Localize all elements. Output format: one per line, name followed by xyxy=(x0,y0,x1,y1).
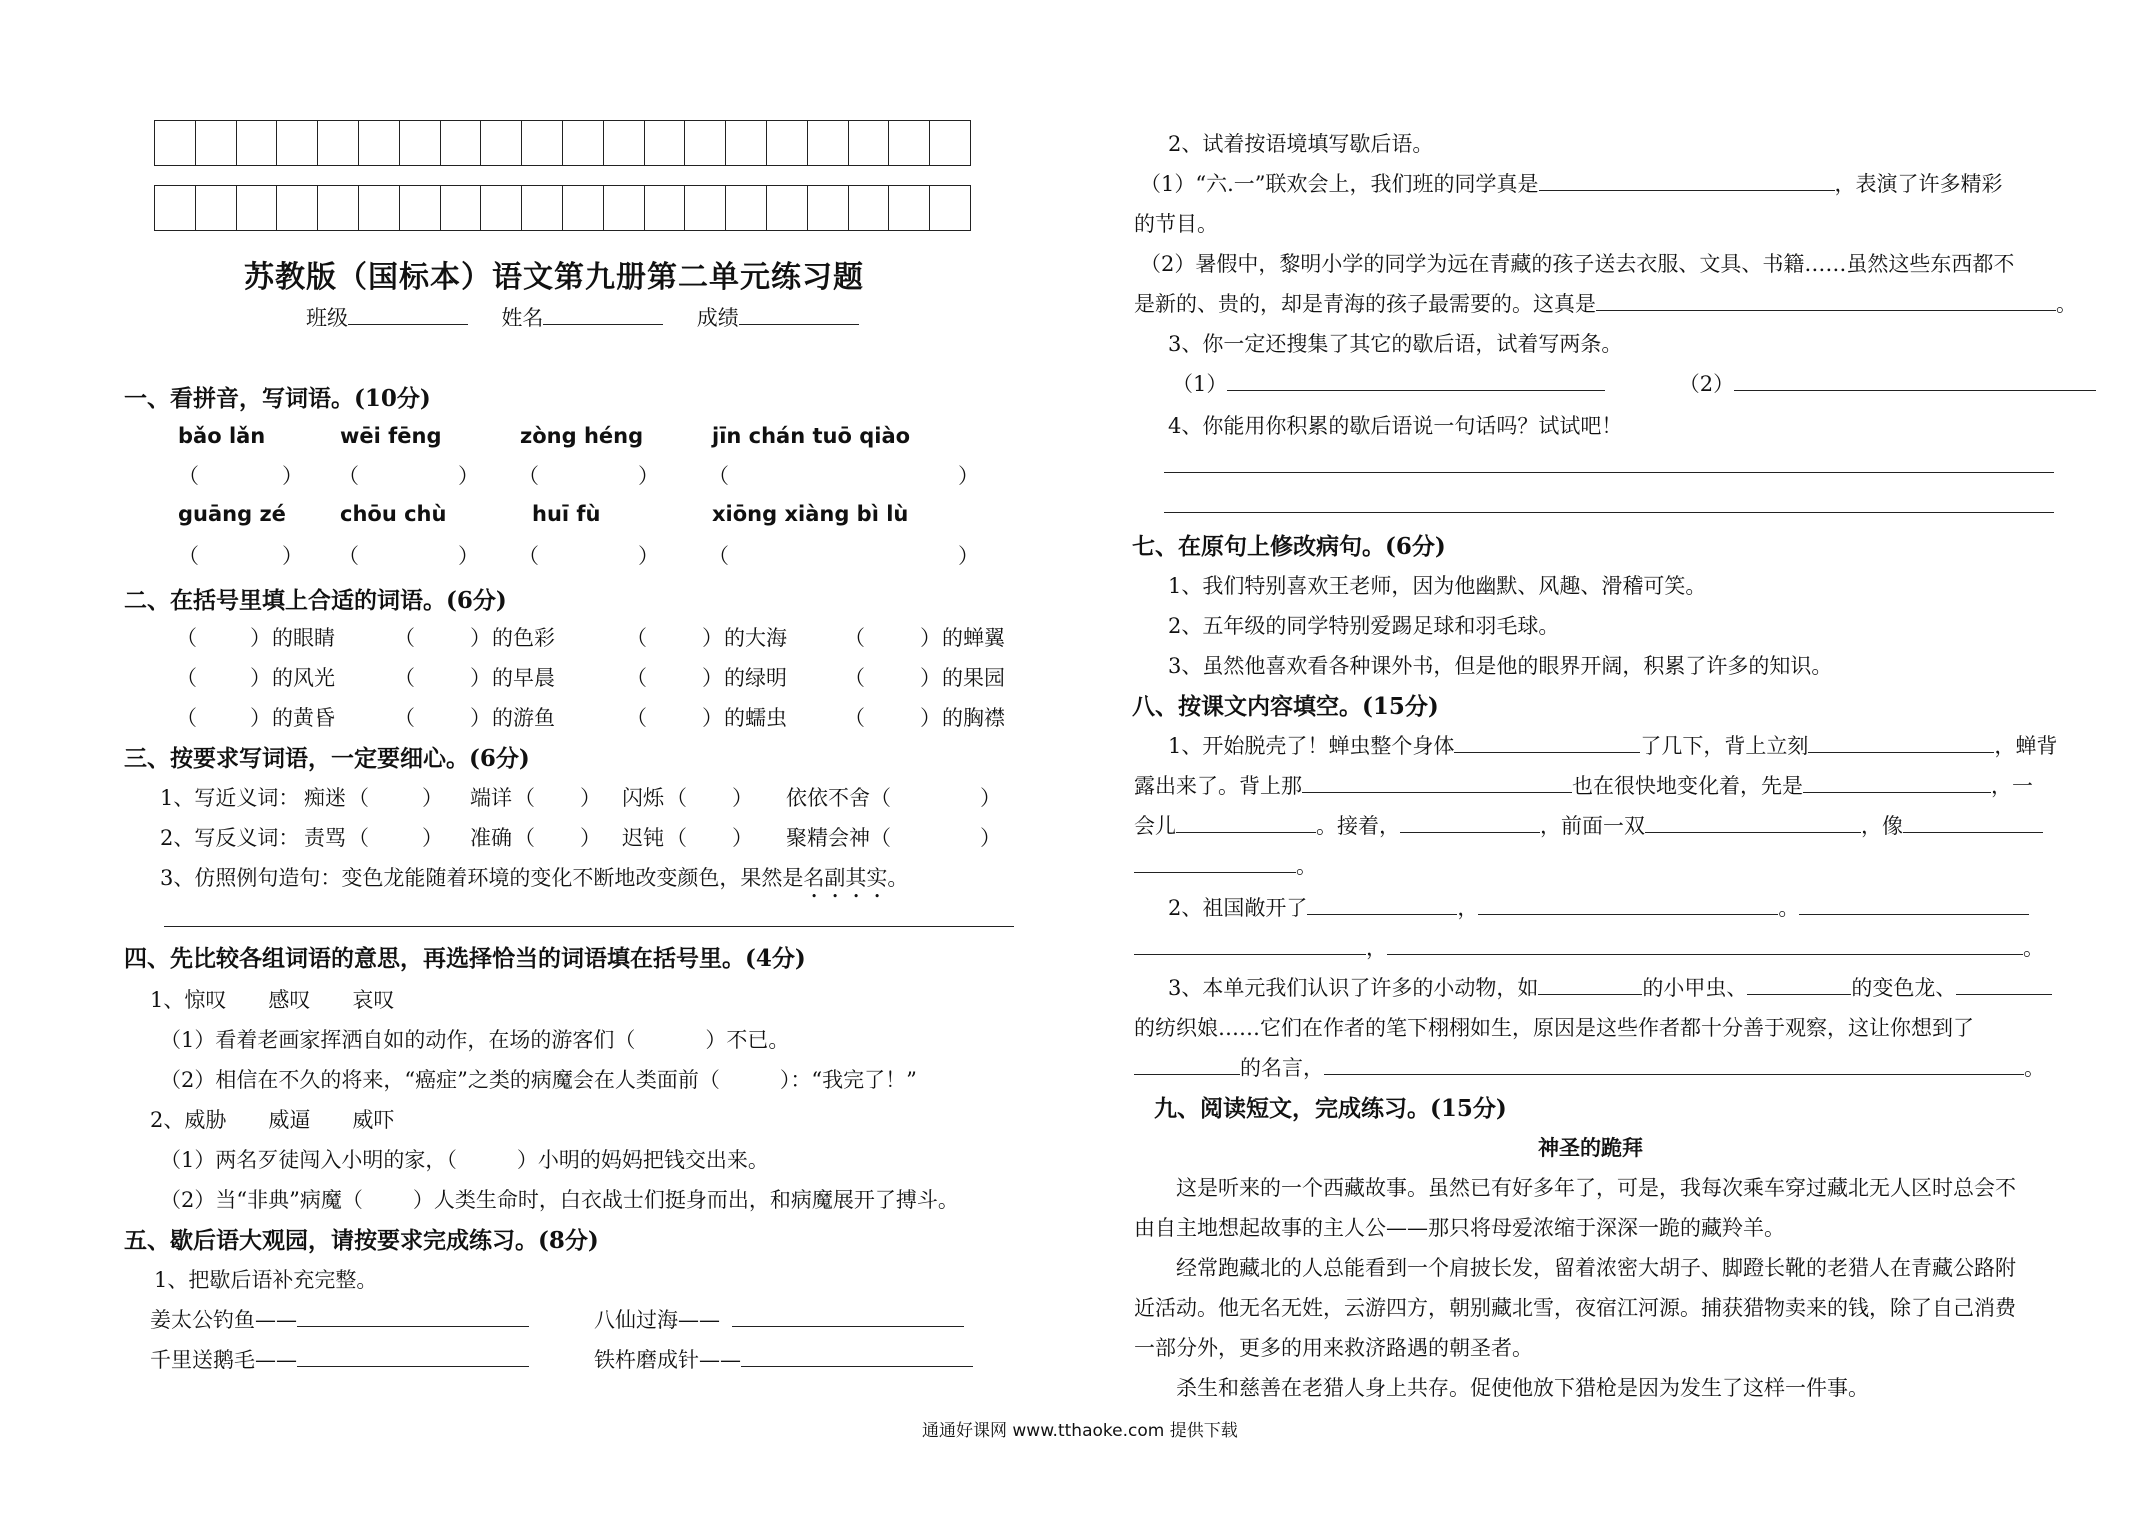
s4-g1-q1: （1）看着老画家挥洒自如的动作，在场的游客们（ ）不已。 xyxy=(160,1028,790,1052)
writing-box[interactable] xyxy=(522,186,563,230)
writing-box[interactable] xyxy=(400,186,441,230)
writing-box[interactable] xyxy=(237,186,278,230)
story-p3: 杀生和慈善在老猎人身上共存。促使他放下猎枪是因为发生了这样一件事。 xyxy=(1176,1376,1869,1400)
s8-line-8: 的纺织娘……它们在作者的笔下栩栩如生，原因是这些作者都十分善于观察，这让你想到了 xyxy=(1134,1016,1974,1040)
pinyin-row-1 xyxy=(178,424,998,454)
writing-box[interactable] xyxy=(726,121,767,165)
writing-box[interactable] xyxy=(481,186,522,230)
writing-box[interactable] xyxy=(155,121,196,165)
section-3-heading: 三、按要求写词语，一定要细心。(6分) xyxy=(124,745,530,772)
name-grid-row-1 xyxy=(154,120,971,166)
story-p2-line3: 一部分外，更多的用来救济路遇的朝圣者。 xyxy=(1134,1336,1533,1360)
writing-box[interactable] xyxy=(808,186,849,230)
s8-line-9: 的名言， 。 xyxy=(1134,1052,2045,1082)
pinyin-1: bǎo lǎn xyxy=(178,424,266,448)
story-p1-line1: 这是听来的一个西藏故事。虽然已有好多年了，可是，我每次乘车穿过藏北无人区时总会不 xyxy=(1176,1176,2016,1200)
s7-item-1: 1、我们特别喜欢王老师，因为他幽默、风趣、滑稽可笑。 xyxy=(1168,574,1707,598)
antonym-row: 2、写反义词： 责骂 （ ） 准确 （ ） 迟钝 （ ） 聚精会神 （ ） xyxy=(160,826,1001,850)
s2-item: 的胸襟 xyxy=(942,706,1005,730)
s8-line-5: 2、祖国敞开了 ， 。 xyxy=(1168,892,2029,922)
section-8-heading: 八、按课文内容填空。(15分) xyxy=(1132,693,1439,720)
writing-box[interactable] xyxy=(604,121,645,165)
s3-question-3: 3、仿照例句造句：变色龙能随着环境的变化不断地改变颜色，果然是名副其实。 xyxy=(160,866,909,890)
writing-box[interactable] xyxy=(277,121,318,165)
writing-box[interactable] xyxy=(808,121,849,165)
s8-line-7: 3、本单元我们认识了许多的小动物，如 的小甲虫、 的变色龙、 xyxy=(1168,972,2052,1002)
s8-line-1: 1、开始脱壳了！蝉虫整个身体 了几下，背上立刻 ，蝉背 xyxy=(1168,734,2058,758)
writing-box[interactable] xyxy=(400,121,441,165)
writing-box[interactable] xyxy=(522,121,563,165)
student-info xyxy=(306,302,859,332)
s4-g1-q2: （2）相信在不久的将来，“癌症”之类的病魔会在人类面前（ ）：“我完了！” xyxy=(160,1068,917,1092)
writing-box[interactable] xyxy=(604,186,645,230)
s5-q1: 1、把歇后语补充完整。 xyxy=(154,1268,378,1292)
writing-box[interactable] xyxy=(196,121,237,165)
s2-item: 的大海 xyxy=(724,626,787,650)
writing-box[interactable] xyxy=(767,121,808,165)
s8-line-4: 。 xyxy=(1134,850,1317,880)
section-5-heading: 五、歇后语大观园，请按要求完成练习。(8分) xyxy=(124,1227,599,1254)
name-grid-row-2 xyxy=(154,185,971,231)
s2-item: 的蝉翼 xyxy=(942,626,1005,650)
s5-q2-2: （2）暑假中，黎明小学的同学为远在青藏的孩子送去衣服、文具、书籍……虽然这些东西都不 xyxy=(1140,252,2015,276)
s2-item: 的游鱼 xyxy=(492,706,555,730)
s8-line-2: 露出来了。背上那 也在很快地变化着，先是 ，一 xyxy=(1134,774,2033,798)
s7-item-3: 3、虽然他喜欢看各种课外书，但是他的眼界开阔，积累了许多的知识。 xyxy=(1168,654,1833,678)
writing-box[interactable] xyxy=(645,186,686,230)
s2-item: 的蠕虫 xyxy=(724,706,787,730)
writing-box[interactable] xyxy=(767,186,808,230)
s8-line-6: ， 。 xyxy=(1134,932,2044,962)
writing-box[interactable] xyxy=(277,186,318,230)
s5-q2-2-cont: 是新的、贵的，却是青海的孩子最需要的。这真是 。 xyxy=(1134,292,2077,316)
s5-q2-1: （1）“六.一”联欢会上，我们班的同学真是 ，表演了许多精彩 xyxy=(1140,172,2003,196)
s2-row-2: （ ） 的风光 （ ） 的早晨 （ ） 的绿明 （ ） 的果园 xyxy=(176,662,1016,692)
pinyin-5: guāng zé xyxy=(178,502,286,526)
pinyin-2: wēi fēng xyxy=(340,424,442,448)
pinyin-6: chōu chù xyxy=(340,502,447,526)
writing-box[interactable] xyxy=(155,186,196,230)
writing-box[interactable] xyxy=(726,186,767,230)
writing-box[interactable] xyxy=(889,186,930,230)
s2-item: 的早晨 xyxy=(492,666,555,690)
class-label: 班级 xyxy=(306,306,348,330)
writing-box[interactable] xyxy=(441,121,482,165)
s4-g2-q2: （2）当“非典”病魔（ ）人类生命时，白衣战士们挺身而出，和病魔展开了搏斗。 xyxy=(160,1188,959,1212)
writing-box[interactable] xyxy=(930,121,971,165)
s5-q3: 3、你一定还搜集了其它的歇后语，试着写两条。 xyxy=(1168,332,1623,356)
writing-box[interactable] xyxy=(563,186,604,230)
section-7-heading: 七、在原句上修改病句。(6分) xyxy=(1132,533,1446,560)
writing-box[interactable] xyxy=(563,121,604,165)
writing-box[interactable] xyxy=(196,186,237,230)
pinyin-7: huī fù xyxy=(532,502,601,526)
writing-box[interactable] xyxy=(359,121,400,165)
pinyin-4: jīn chán tuō qiào xyxy=(712,424,911,448)
s2-row-3: （ ） 的黄昏 （ ） 的游鱼 （ ） 的蠕虫 （ ） 的胸襟 xyxy=(176,702,1016,732)
s5-q4-line-2[interactable] xyxy=(1164,512,2054,513)
pinyin-row-2 xyxy=(178,502,998,532)
s2-item: 的黄昏 xyxy=(272,706,335,730)
writing-box[interactable] xyxy=(481,121,522,165)
s2-row-1: （ ） 的眼睛 （ ） 的色彩 （ ） 的大海 （ ） 的蝉翼 xyxy=(176,622,1016,652)
writing-box[interactable] xyxy=(685,186,726,230)
footer-credit: 通通好课网 www.tthaoke.com 提供下载 xyxy=(922,1421,1238,1441)
s2-item: 的风光 xyxy=(272,666,335,690)
synonym-row: 1、写近义词： 痴迷 （ ） 端详 （ ） 闪烁 （ ） 依依不舍 （ ） xyxy=(160,786,1001,810)
section-2-heading: 二、在括号里填上合适的词语。(6分) xyxy=(124,587,507,614)
story-p1-line2: 由自主地想起故事的主人公——那只将母爱浓缩于深深一跪的藏羚羊。 xyxy=(1134,1216,1785,1240)
page-title: 苏教版（国标本）语文第九册第二单元练习题 xyxy=(244,260,864,295)
section-4-heading: 四、先比较各组词语的意思，再选择恰当的词语填在括号里。(4分) xyxy=(124,945,806,972)
s3-answer-line[interactable] xyxy=(164,926,1014,927)
score-field[interactable] xyxy=(739,306,859,325)
s2-item: 的果园 xyxy=(942,666,1005,690)
writing-box[interactable] xyxy=(889,121,930,165)
s5-q4: 4、你能用你积累的歇后语说一句话吗？试试吧！ xyxy=(1168,414,1623,438)
s5-q3-items: （1） （2） xyxy=(1172,368,2096,398)
s5-q2-1-cont: 的节目。 xyxy=(1134,212,1218,236)
pinyin-8: xiōng xiàng bì lù xyxy=(712,502,909,526)
writing-box[interactable] xyxy=(318,121,359,165)
section-9-heading: 九、阅读短文，完成练习。(15分) xyxy=(1154,1095,1507,1122)
xiehouyu-1: 姜太公钓鱼—— xyxy=(150,1304,529,1334)
writing-box[interactable] xyxy=(318,186,359,230)
writing-box[interactable] xyxy=(685,121,726,165)
name-field[interactable] xyxy=(543,306,663,325)
name-label: 姓名 xyxy=(501,306,544,330)
section-1-heading: 一、看拼音，写词语。(10分) xyxy=(124,385,431,412)
writing-box[interactable] xyxy=(849,186,890,230)
s4-g2-q1: （1）两名歹徒闯入小明的家，（ ）小明的妈妈把钱交出来。 xyxy=(160,1148,769,1172)
writing-box[interactable] xyxy=(930,186,971,230)
writing-box[interactable] xyxy=(645,121,686,165)
s4-group-1: 1、惊叹 感叹 哀叹 xyxy=(150,988,395,1012)
s7-item-2: 2、五年级的同学特别爱踢足球和羽毛球。 xyxy=(1168,614,1560,638)
s2-item: 的绿明 xyxy=(724,666,787,690)
xiehouyu-4: 铁杵磨成针—— xyxy=(594,1344,973,1374)
s2-item: 的色彩 xyxy=(492,626,555,650)
s2-item: 的眼睛 xyxy=(272,626,335,650)
class-field[interactable] xyxy=(348,306,468,325)
story-title: 神圣的跪拜 xyxy=(1538,1135,1643,1160)
score-label: 成绩 xyxy=(696,306,739,330)
story-p2-line2: 近活动。他无名无姓，云游四方，朝别藏北雪，夜宿江河源。捕获猎物卖来的钱，除了自己消费 xyxy=(1134,1296,2016,1320)
story-p2-line1: 经常跑藏北的人总能看到一个肩披长发，留着浓密大胡子、脚蹬长靴的老猎人在青藏公路附 xyxy=(1176,1256,2016,1280)
xiehouyu-3: 千里送鹅毛—— xyxy=(150,1344,529,1374)
s8-line-3: 会儿 。接着， ，前面一双 ，像 xyxy=(1134,810,2043,840)
writing-box[interactable] xyxy=(359,186,400,230)
writing-box[interactable] xyxy=(237,121,278,165)
writing-box[interactable] xyxy=(441,186,482,230)
writing-box[interactable] xyxy=(849,121,890,165)
pinyin-3: zòng héng xyxy=(520,424,644,448)
s5-q4-line-1[interactable] xyxy=(1164,472,2054,473)
s5-q2: 2、试着按语境填写歇后语。 xyxy=(1168,132,1434,156)
xiehouyu-2: 八仙过海—— xyxy=(594,1304,964,1334)
s4-group-2: 2、威胁 威逼 威吓 xyxy=(150,1108,395,1132)
